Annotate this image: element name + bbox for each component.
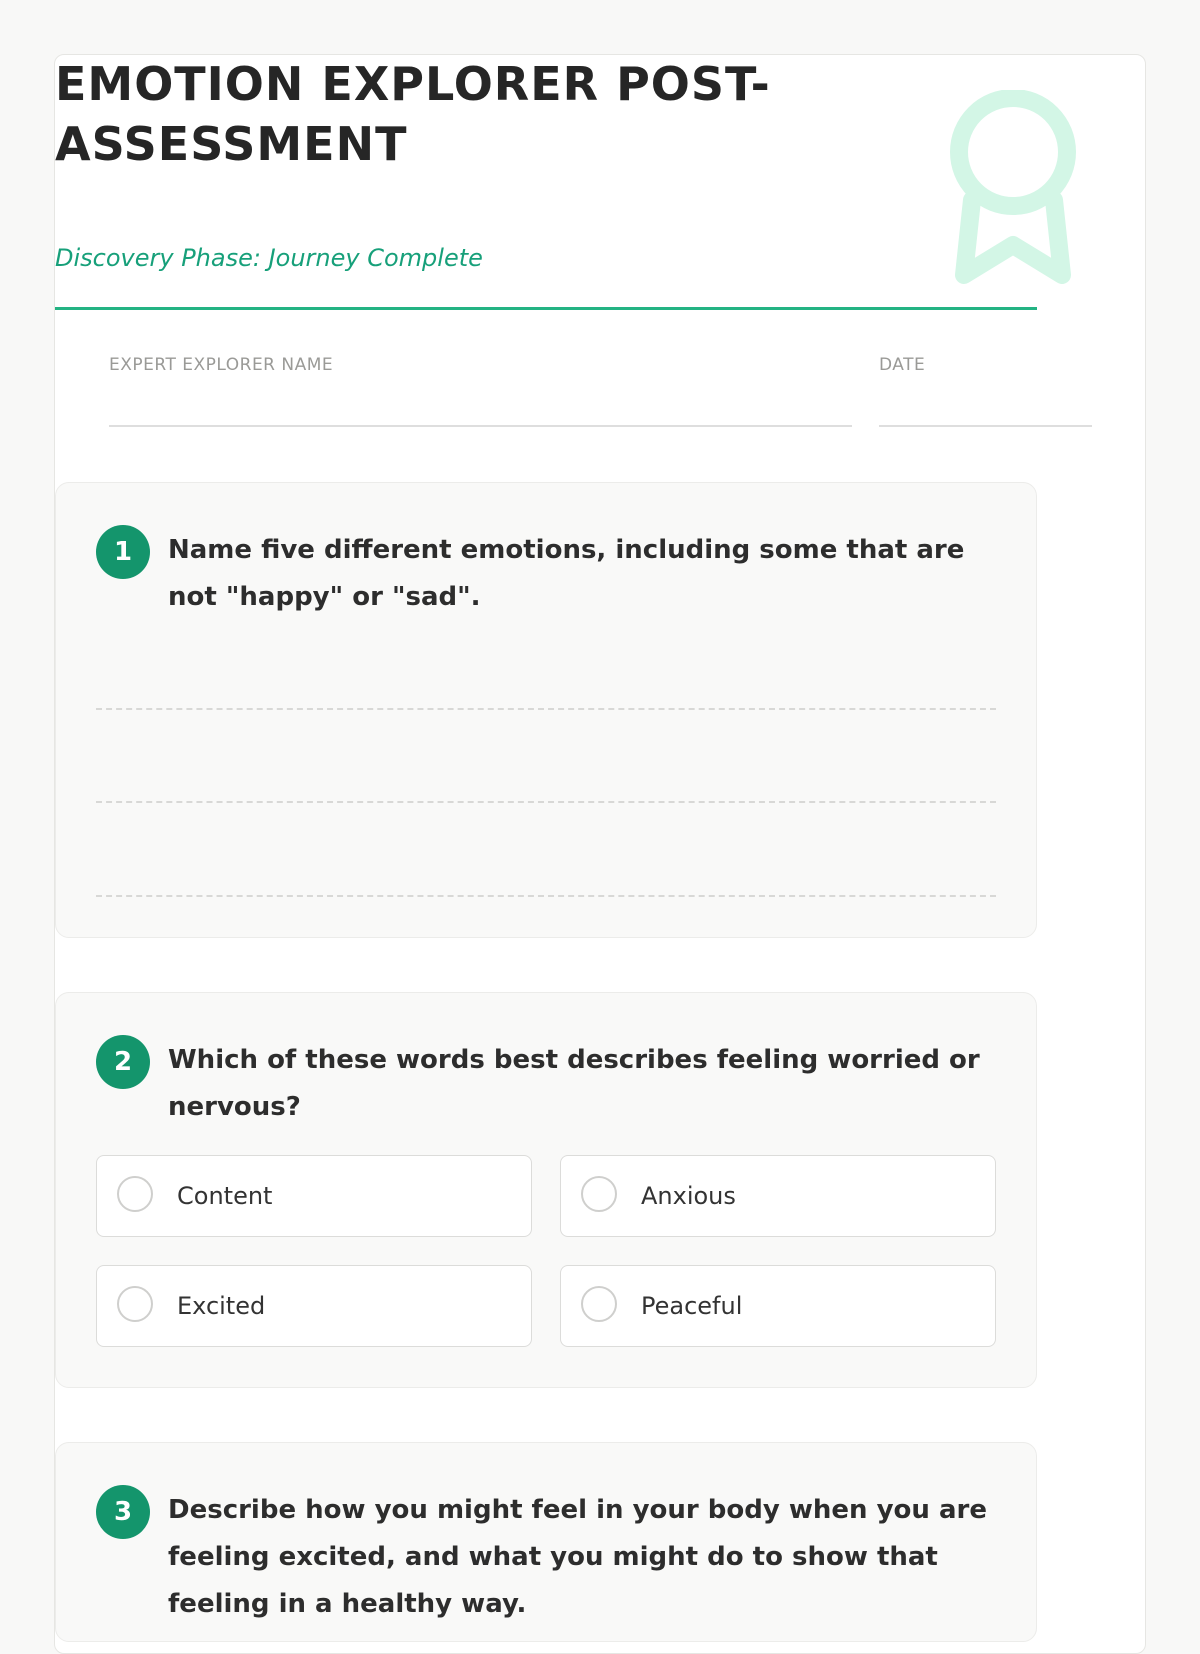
page-subtitle: Discovery Phase: Journey Complete xyxy=(55,244,483,272)
radio-button[interactable] xyxy=(581,1176,617,1212)
option-label: Content xyxy=(177,1182,273,1210)
award-ribbon-icon xyxy=(948,90,1078,286)
answer-line-2[interactable] xyxy=(96,801,996,803)
name-field-line[interactable] xyxy=(109,425,852,427)
option-excited[interactable] xyxy=(96,1265,532,1347)
question-number-badge: 2 xyxy=(96,1035,150,1089)
option-label: Anxious xyxy=(641,1182,736,1210)
page-title: EMOTION EXPLORER POST-ASSESSMENT xyxy=(55,57,771,171)
option-peaceful[interactable] xyxy=(560,1265,996,1347)
name-field-label: EXPERT EXPLORER NAME xyxy=(109,355,334,375)
question-card-2 xyxy=(55,992,1037,1388)
date-field-line[interactable] xyxy=(879,425,1092,427)
radio-button[interactable] xyxy=(117,1286,153,1322)
question-text: Which of these words best describes feeling worried or nervous? xyxy=(168,1045,980,1122)
header-divider xyxy=(55,307,1037,310)
answer-line-1[interactable] xyxy=(96,708,996,710)
question-number-badge: 3 xyxy=(96,1485,150,1539)
option-content[interactable] xyxy=(96,1155,532,1237)
question-text: Name five different emotions, including some that are not "happy" or "sad". xyxy=(168,535,965,612)
answer-line-3[interactable] xyxy=(96,895,996,897)
option-label: Peaceful xyxy=(641,1292,743,1320)
question-card-1 xyxy=(55,482,1037,938)
radio-button[interactable] xyxy=(581,1286,617,1322)
worksheet-header xyxy=(55,54,1037,272)
question-text: Describe how you might feel in your body when you are feeling excited, and what you might do to show that feeling in a healthy way. xyxy=(168,1495,987,1619)
option-anxious[interactable] xyxy=(560,1155,996,1237)
radio-button[interactable] xyxy=(117,1176,153,1212)
date-field-label: DATE xyxy=(879,355,926,375)
question-number-badge: 1 xyxy=(96,525,150,579)
option-label: Excited xyxy=(177,1292,266,1320)
question-card-3 xyxy=(55,1442,1037,1642)
